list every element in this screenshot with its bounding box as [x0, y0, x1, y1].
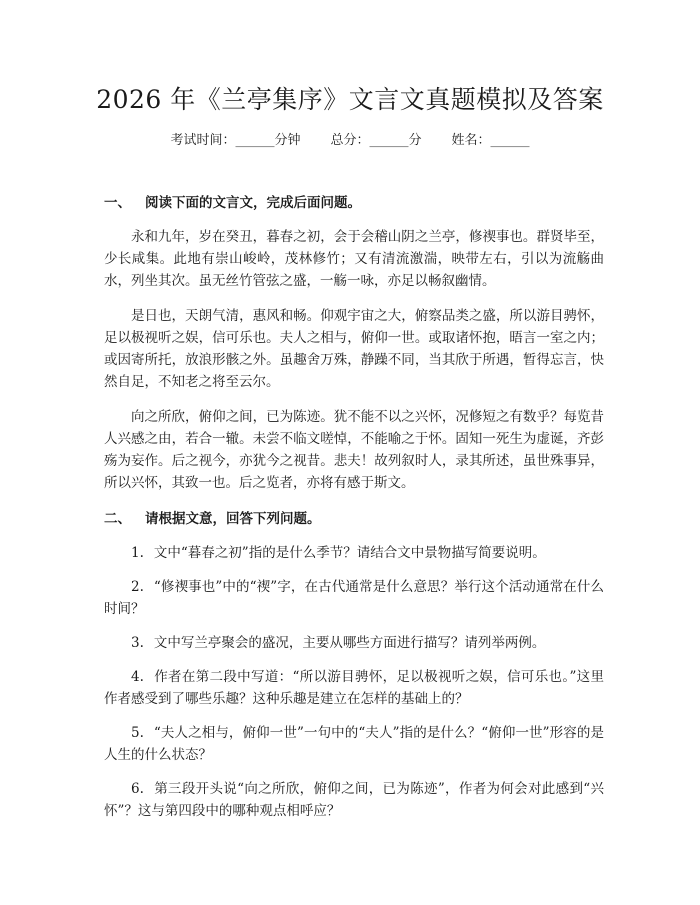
- passage-paragraph-1: 永和九年，岁在癸丑，暮春之初，会于会稽山阴之兰亭，修禊事也。群贤毕至，少长咸集。此地有崇山峻岭，茂林修竹；又有清流激湍，映带左右，引以为流觞曲水，列坐其次。虽无丝竹管弦之盛，一觞一咏，亦足以畅叙幽情。: [104, 229, 604, 289]
- student-name-field: 姓名：______: [451, 133, 530, 148]
- question-text: “夫人之相与，俯仰一世”一句中的“夫人”指的是什么？“俯仰一世”形容的是人生的什么状态？: [104, 725, 604, 763]
- exam-time-field: 考试时间：______分钟: [170, 133, 301, 148]
- question-text: 第三段开头说“向之所欣，俯仰之间，已为陈迹”，作者为何会对此感到“兴怀”？这与第四段中的哪种观点相呼应？: [104, 781, 604, 819]
- passage-paragraph-2: 是日也，天朗气清，惠风和畅。仰观宇宙之大，俯察品类之盛，所以游目骋怀，足以极视听之娱，信可乐也。夫人之相与，俯仰一世。或取诸怀抱，晤言一室之内；或因寄所托，放浪形骸之外。虽趣舍万殊，静躁不同，当其欣于所遇，暂得忘言，快然自足，不知老之将至云尔。: [104, 308, 604, 390]
- exam-info-line: [0, 130, 700, 152]
- question-1: [104, 542, 604, 564]
- question-text: “修禊事也”中的“禊”字，在古代通常是什么意思？举行这个活动通常在什么时间？: [104, 579, 604, 617]
- total-score-field: 总分：______分: [330, 133, 422, 148]
- question-2: [104, 576, 604, 620]
- section-2-number: 二、: [104, 511, 131, 527]
- question-number: 2.: [131, 579, 144, 595]
- document-title: 2026 年《兰亭集序》文言文真题模拟及答案: [96, 85, 604, 114]
- section-1-heading: [104, 192, 604, 214]
- document-body: [104, 178, 604, 834]
- question-text: 文中写兰亭聚会的盛况，主要从哪些方面进行描写？请列举两例。: [153, 635, 546, 651]
- question-number: 4.: [131, 669, 144, 685]
- section-1-title: 阅读下面的文言文，完成后面问题。: [145, 195, 361, 211]
- question-text: 作者在第二段中写道：“所以游目骋怀，足以极视听之娱，信可乐也。”这里作者感受到了哪些乐趣？这种乐趣是建立在怎样的基础上的？: [104, 669, 604, 707]
- passage-paragraph-3: 向之所欣，俯仰之间，已为陈迹。犹不能不以之兴怀，况修短之有数乎？每览昔人兴感之由，若合一辙。未尝不临文嗟悼，不能喻之于怀。固知一死生为虚诞，齐彭殇为妄作。后之视今，亦犹今之视昔。悲夫！故列叙时人，录其所述，虽世殊事异，所以兴怀，其致一也。后之览者，亦将有感于斯文。: [104, 409, 604, 491]
- question-text: 文中“暮春之初”指的是什么季节？请结合文中景物描写简要说明。: [153, 545, 546, 561]
- question-number: 1.: [131, 545, 144, 561]
- question-number: 3.: [131, 635, 144, 651]
- question-number: 6.: [131, 781, 144, 797]
- section-2-heading: [104, 508, 604, 530]
- question-number: 5.: [131, 725, 144, 741]
- question-3: [104, 632, 604, 654]
- question-5: [104, 722, 604, 766]
- section-2-title: 请根据文意，回答下列问题。: [145, 511, 321, 527]
- section-1-number: 一、: [104, 195, 131, 211]
- question-4: [104, 666, 604, 710]
- question-6: [104, 778, 604, 822]
